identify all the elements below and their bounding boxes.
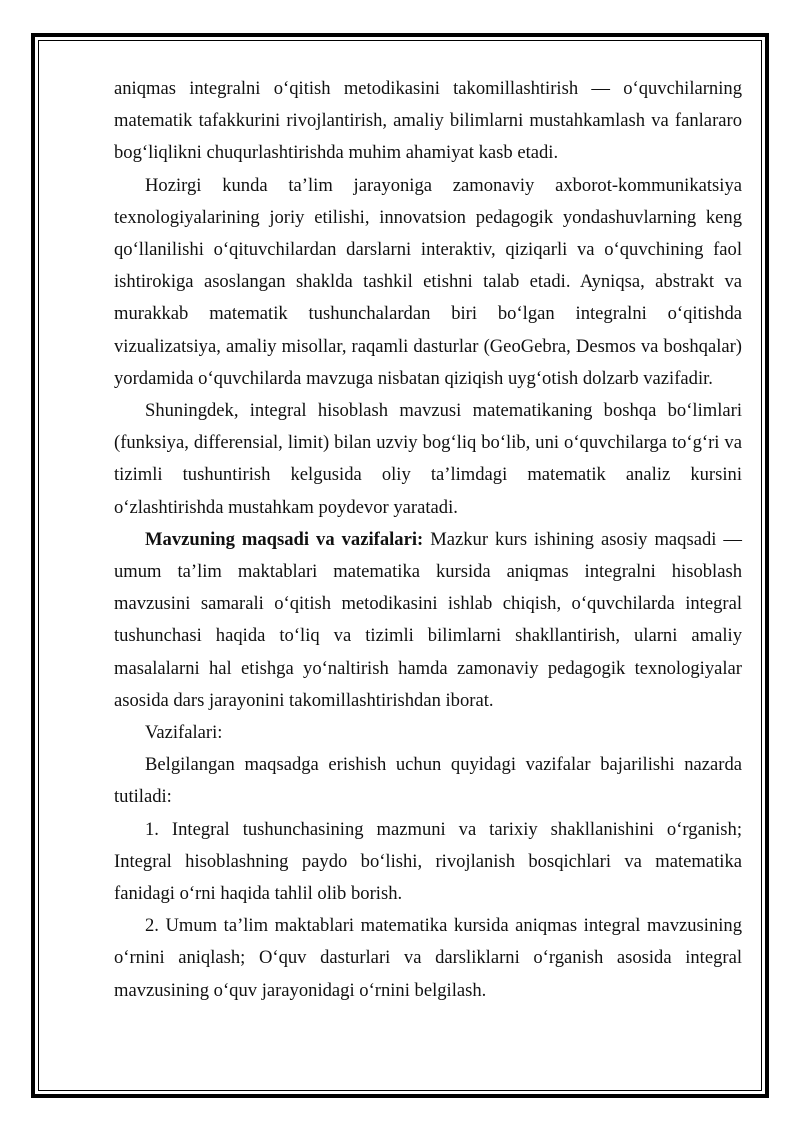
paragraph-tasks-intro: Belgilangan maqsadga erishish uchun quyidagi vazifalar bajarilishi nazarda tutiladi: — [114, 754, 742, 808]
goals-heading: Mavzuning maqsadi va vazifalari: — [145, 528, 424, 550]
paragraph-tasks-label: Vazifalari: — [145, 722, 223, 744]
list-item-task-1: 1. Integral tushunchasining mazmuni va tarixiy shakllanishini o‘rganish; Integral hisoblashning paydo bo‘lishi, rivojlanish bosqichlari va matematika fanidagi o‘rni haqida tahlil olib borish. — [114, 818, 742, 905]
paragraph-goals — [114, 524, 742, 717]
paragraph-integral-connections: Shuningdek, integral hisoblash mavzusi matematikaning boshqa bo‘limlari (funksiya, differensial, limit) bilan uzviy bog‘liq bo‘lib, uni o‘quvchilarga to‘g‘ri va tizimli tushuntirish kelgusida oliy ta’limdagi matematik analiz kursini o‘zlashtirishda mustahkam poydevor yaratadi. — [114, 400, 742, 518]
paragraph-modern-technologies: Hozirgi kunda ta’lim jarayoniga zamonaviy axborot-kommunikatsiya texnologiyalarining joriy etilishi, innovatsion pedagogik yondashuvlarning keng qo‘llanilishi o‘qituvchilardan darslarni interaktiv, qiziqarli va o‘quvchining faol ishtirokiga asoslangan shaklda tashkil etishni talab etadi. Ayniqsa, abstrakt va murakkab matematik tushunchalardan biri bo‘lgan integralni o‘qitishda vizualizatsiya, amaliy misollar, raqamli dasturlar (GeoGebra, Desmos va boshqalar) yordamida o‘quvchilarda mavzuga nisbatan qiziqish uyg‘otish dolzarb vazifadir. — [114, 174, 742, 389]
paragraph-intro-continuation: aniqmas integralni o‘qitish metodikasini takomillashtirish — o‘quvchilarning matematik tafakkurini rivojlantirish, amaliy bilimlarni mustahkamlash va fanlararo bog‘liqlikni chuqurlashtirishda muhim ahamiyat kasb etadi. — [114, 78, 742, 164]
list-item-task-2: 2. Umum ta’lim maktablari matematika kursida aniqmas integral mavzusining o‘rnini aniqlash; O‘quv dasturlari va darsliklarni o‘rganish asosida integral mavzusining o‘quv jarayonidagi o‘rnini belgilash. — [114, 915, 742, 1001]
document-body — [114, 73, 742, 1007]
goals-text: Mazkur kurs ishining asosiy maqsadi — umum ta’lim maktablari matematika kursida aniqmas integralni hisoblash mavzusini samarali o‘qitish metodikasini ishlab chiqish, o‘quvchilarda integral tushunchasi haqida to‘liq va tizimli bilimlarni shakllantirish, ularni amaliy masalalarni hal etishga yo‘naltirish hamda zamonaviy pedagogik texnologiyalar asosida dars jarayonini takomillashtirishdan iborat. — [114, 528, 743, 711]
